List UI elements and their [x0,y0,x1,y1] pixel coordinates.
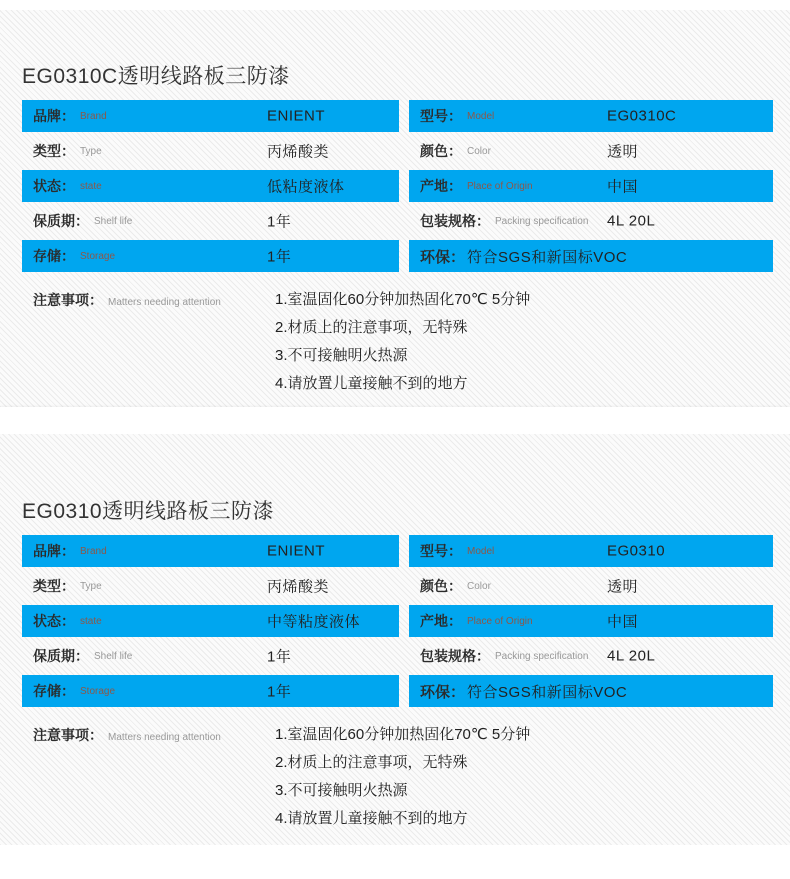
spec-sublabel: Place of Origin [467,615,533,627]
note-line: 4.请放置儿童接触不到的地方 [275,810,468,827]
spec-row [409,570,773,602]
spec-label: 产地： [420,613,462,629]
product-title: EG0310C透明线路板三防漆 [22,65,290,88]
spec-sublabel: Brand [80,545,107,557]
notes-list [275,721,773,833]
spec-label: 颜色： [420,578,462,594]
spec-row [22,640,399,672]
notes-label: 注意事项： [33,727,103,743]
spec-row [22,135,399,167]
product-title: EG0310透明线路板三防漆 [22,500,275,523]
spec-label: 包装规格： [420,648,490,664]
spec-sublabel: Shelf life [94,215,133,227]
spec-row [22,240,399,272]
spec-row [22,535,399,567]
spec-label: 包装规格： [420,213,490,229]
spec-label: 环保： [420,683,466,701]
spec-label: 状态： [33,178,75,194]
spec-value: 1年 [267,683,292,701]
spec-row [409,675,773,707]
spec-label: 保质期： [33,213,89,229]
spec-value: 丙烯酸类 [267,143,330,161]
spec-row [409,535,773,567]
notes-header [22,286,275,317]
spec-value: 透明 [607,143,639,161]
spec-label: 类型： [33,578,75,594]
spec-label: 类型： [33,143,75,159]
spec-value: 透明 [607,578,639,596]
spec-sublabel: Color [467,580,491,592]
notes-section [22,721,773,833]
spec-value: 符合SGS和新国标VOC [467,248,628,266]
spec-label: 型号： [420,543,462,559]
notes-section [22,286,773,398]
spec-sublabel: Storage [80,685,116,697]
notes-list [275,286,773,398]
spec-value: 中国 [607,178,639,196]
spec-sublabel: Model [467,545,495,557]
spec-sublabel: Packing specification [495,650,589,662]
spec-column-right [409,100,773,275]
spec-label: 存储： [33,248,75,264]
spec-label: 型号： [420,108,462,124]
note-line: 3.不可接触明火热源 [275,782,408,799]
spec-sublabel: Color [467,145,491,157]
note-line: 3.不可接触明火热源 [275,347,408,364]
note-line: 1.室温固化60分钟加热固化70℃ 5分钟 [275,291,531,308]
spec-column-right [409,535,773,710]
spec-label: 颜色： [420,143,462,159]
spec-value: 低粘度液体 [267,178,345,196]
spec-row [409,240,773,272]
notes-sublabel: Matters needing attention [108,297,221,308]
product-card-eg0310c [0,10,790,407]
spec-label: 环保： [420,248,466,266]
spec-label: 品牌： [33,543,75,559]
notes-sublabel: Matters needing attention [108,732,221,743]
spec-value: ENIENT [267,542,326,560]
spec-label: 存储： [33,683,75,699]
spec-label: 保质期： [33,648,89,664]
spec-row [22,205,399,237]
top-spacer [0,0,790,10]
spec-value: 4L 20L [607,647,656,665]
spec-sublabel: state [80,615,102,627]
spec-label: 状态： [33,613,75,629]
spec-row [409,605,773,637]
spec-value: 中等粘度液体 [267,613,361,631]
spec-column-left [22,535,399,710]
spec-row [409,170,773,202]
spec-row [409,205,773,237]
spec-row [22,675,399,707]
spec-row [22,570,399,602]
spec-label: 品牌： [33,108,75,124]
spec-sublabel: Packing specification [495,215,589,227]
spec-value: 符合SGS和新国标VOC [467,683,628,701]
spec-column-left [22,100,399,275]
spec-row [22,100,399,132]
spec-sublabel: Brand [80,110,107,122]
notes-header [22,721,275,752]
spec-tables [22,100,773,275]
note-line: 1.室温固化60分钟加热固化70℃ 5分钟 [275,726,531,743]
bottom-spacer [0,845,790,879]
spec-row [22,170,399,202]
spec-value: EG0310 [607,542,666,560]
spec-label: 产地： [420,178,462,194]
product-card-eg0310 [0,434,790,845]
spec-row [409,640,773,672]
notes-label: 注意事项： [33,292,103,308]
spec-tables [22,535,773,710]
spec-sublabel: Shelf life [94,650,133,662]
spec-value: 1年 [267,648,292,666]
spec-value: 中国 [607,613,639,631]
spec-value: 1年 [267,213,292,231]
spec-sublabel: Model [467,110,495,122]
spec-sublabel: Place of Origin [467,180,533,192]
spec-row [409,135,773,167]
spec-value: EG0310C [607,107,677,125]
spec-row [409,100,773,132]
spec-sublabel: state [80,180,102,192]
note-line: 2.材质上的注意事项，无特殊 [275,754,468,771]
card-divider [0,407,790,434]
note-line: 2.材质上的注意事项，无特殊 [275,319,468,336]
spec-value: 4L 20L [607,212,656,230]
spec-row [22,605,399,637]
spec-sublabel: Type [80,145,102,157]
spec-value: ENIENT [267,107,326,125]
spec-sublabel: Storage [80,250,116,262]
spec-sublabel: Type [80,580,102,592]
spec-value: 1年 [267,248,292,266]
spec-value: 丙烯酸类 [267,578,330,596]
note-line: 4.请放置儿童接触不到的地方 [275,375,468,392]
